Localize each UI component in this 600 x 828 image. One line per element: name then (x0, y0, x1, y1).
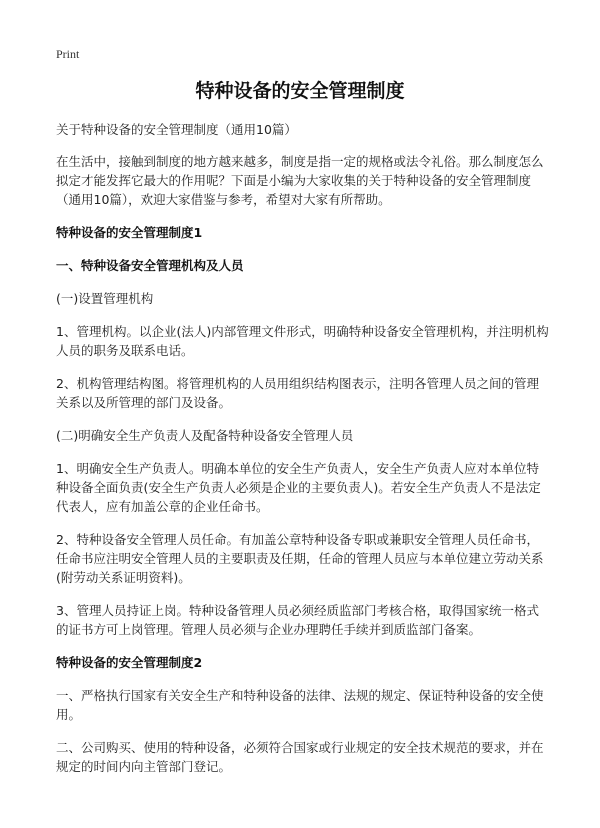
intro-paragraph: 在生活中，接触到制度的地方越来越多，制度是指一定的规格或法令礼俗。那么制度怎么拟定才能发挥它最大的作用呢？下面是小编为大家收集的关于特种设备的安全管理制度（通用10篇），欢迎大家借鉴与参考，希望对大家有所帮助。 (56, 154, 544, 207)
paragraph-item: 2、机构管理结构图。将管理机构的人员用组织结构图表示，注明各管理人员之间的管理关系以及所管理的部门及设备。 (56, 376, 539, 410)
paragraph-item: 二、公司购买、使用的特种设备，必须符合国家或行业规定的安全技术规范的要求，并在规定的时间内向主管部门登记。 (56, 740, 544, 774)
page-title: 特种设备的安全管理制度 (195, 80, 405, 102)
section-1-heading: 特种设备的安全管理制度1 (56, 225, 203, 240)
part-2-title: (二)明确安全生产负责人及配备特种设备安全管理人员 (56, 428, 354, 443)
paragraph-item: 一、严格执行国家有关安全生产和特种设备的法律、法规的规定、保证特种设备的安全使用。 (56, 688, 544, 722)
paragraph-item: 2、特种设备安全管理人员任命。有加盖公章特种设备专职或兼职安全管理人员任命书，任命书应注明安全管理人员的主要职责及任期，任命的管理人员应与本单位建立劳动关系(附劳动关系证明资料)。 (56, 532, 544, 585)
paragraph-item: 1、明确安全生产负责人。明确本单位的安全生产负责人，安全生产负责人应对本单位特种设备全面负责(安全生产负责人必须是企业的主要负责人)。若安全生产负责人不是法定代表人，应有加盖公章的企业任命书。 (56, 461, 541, 514)
paragraph-item: 3、管理人员持证上岗。特种设备管理人员必须经质监部门考核合格，取得国家统一格式的证书方可上岗管理。管理人员必须与企业办理聘任手续并到质监部门备案。 (56, 603, 539, 637)
part-1-title: (一)设置管理机构 (56, 291, 154, 306)
section-1-subheading: 一、特种设备安全管理机构及人员 (56, 258, 244, 273)
article-body (56, 120, 550, 790)
article-subtitle: 关于特种设备的安全管理制度（通用10篇） (56, 122, 297, 137)
section-2-heading: 特种设备的安全管理制度2 (56, 655, 203, 670)
paragraph-item: 1、管理机构。以企业(法人)内部管理文件形式，明确特种设备安全管理机构，并注明机构人员的职务及联系电话。 (56, 324, 549, 358)
print-link[interactable]: Print (56, 47, 80, 61)
